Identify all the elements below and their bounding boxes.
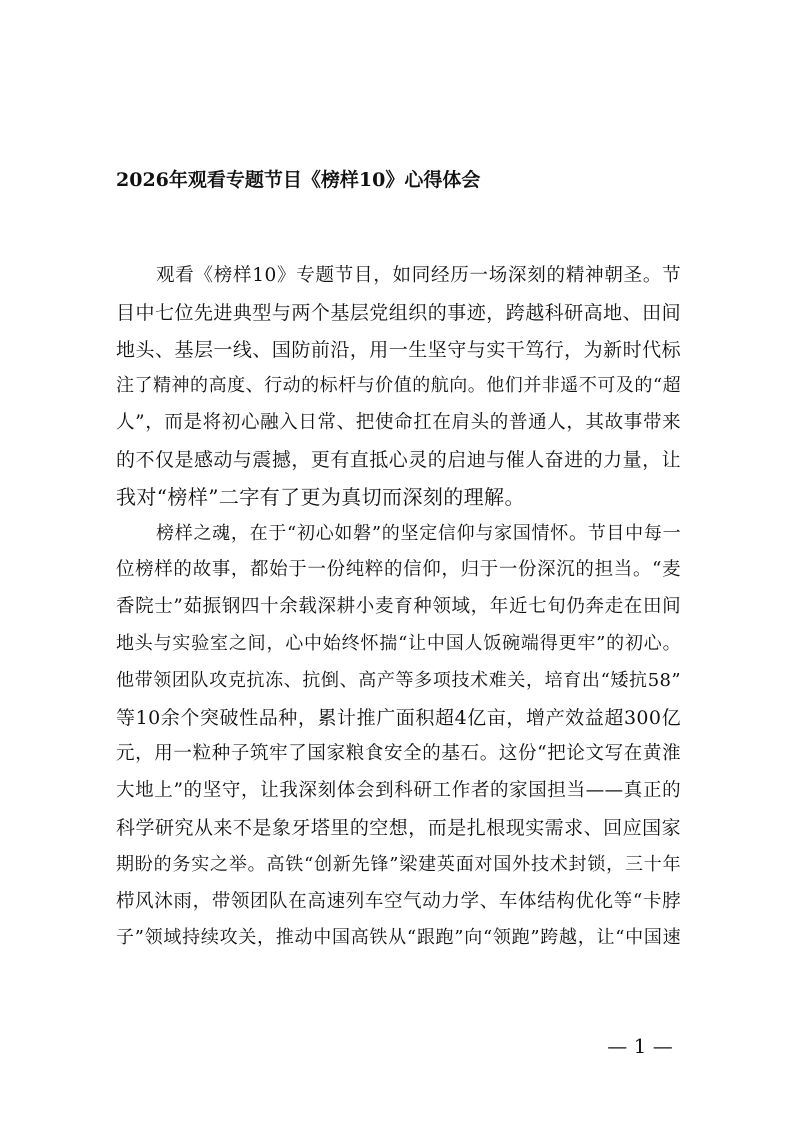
paragraph-2-line-2: 位榜样的故事，都始于一份纯粹的信仰，归于一份深沉的担当。“麦 bbox=[116, 559, 681, 581]
paragraph-2-line-6: 等10余个突破性品种，累计推广面积超4亿亩，增产效益超300亿 bbox=[116, 706, 681, 729]
paragraph-1-line-2: 目中七位先进典型与两个基层党组织的事迹，跨越科研高地、田间 bbox=[116, 301, 681, 324]
paragraph-2-line-7: 元，用一粒种子筑牢了国家粮食安全的基石。这份“把论文写在黄淮 bbox=[116, 743, 681, 765]
paragraph-2-line-9: 科学研究从来不是象牙塔里的空想，而是扎根现实需求、回应国家 bbox=[116, 816, 681, 839]
paragraph-2-line-5: 他带领团队攻克抗冻、抗倒、高产等多项技术难关，培育出“矮抗58” bbox=[116, 669, 681, 691]
paragraph-1-line-1: 观看《榜样10》专题节目，如同经历一场深刻的精神朝圣。节 bbox=[156, 265, 681, 286]
paragraph-2-line-1: 榜样之魂，在于“初心如磐”的坚定信仰与家国情怀。节目中每一 bbox=[156, 522, 681, 544]
paragraph-2-line-3: 香院士”茹振钢四十余载深耕小麦育种领域，年近七旬仍奔走在田间 bbox=[116, 596, 681, 618]
document-body bbox=[116, 258, 681, 957]
paragraph-1-line-6: 的不仅是感动与震撼，更有直抵心灵的启迪与催人奋进的力量，让 bbox=[116, 448, 681, 471]
paragraph-2-line-12: 子”领域持续攻关，推动中国高铁从“跟跑”向“领跑”跨越，让“中国速 bbox=[116, 927, 681, 949]
paragraph-2-line-11: 栉风沐雨，带领团队在高速列车空气动力学、车体结构优化等“卡脖 bbox=[116, 890, 681, 912]
paragraph-1-line-4: 注了精神的高度、行动的标杆与价值的航向。他们并非遥不可及的“超 bbox=[116, 375, 681, 397]
paragraph-1-line-3: 地头、基层一线、国防前沿，用一生坚守与实干笃行，为新时代标 bbox=[116, 338, 681, 361]
page-number: — 1 — bbox=[607, 1034, 673, 1058]
paragraph-2-line-10: 期盼的务实之举。高铁“创新先锋”梁建英面对国外技术封锁，三十年 bbox=[116, 853, 681, 875]
paragraph-1-line-7: 我对“榜样”二字有了更为真切而深刻的理解。 bbox=[116, 484, 525, 509]
paragraph-1-line-5: 人”，而是将初心融入日常、把使命扛在肩头的普通人，其故事带来 bbox=[116, 412, 681, 434]
paragraph-2-line-8: 大地上”的坚守，让我深刻体会到科研工作者的家国担当——真正的 bbox=[116, 780, 681, 802]
paragraph-2-line-4: 地头与实验室之间，心中始终怀揣“让中国人饭碗端得更牢”的初心。 bbox=[116, 632, 681, 654]
document-title: 2026年观看专题节目《榜样10》心得体会 bbox=[116, 169, 481, 191]
